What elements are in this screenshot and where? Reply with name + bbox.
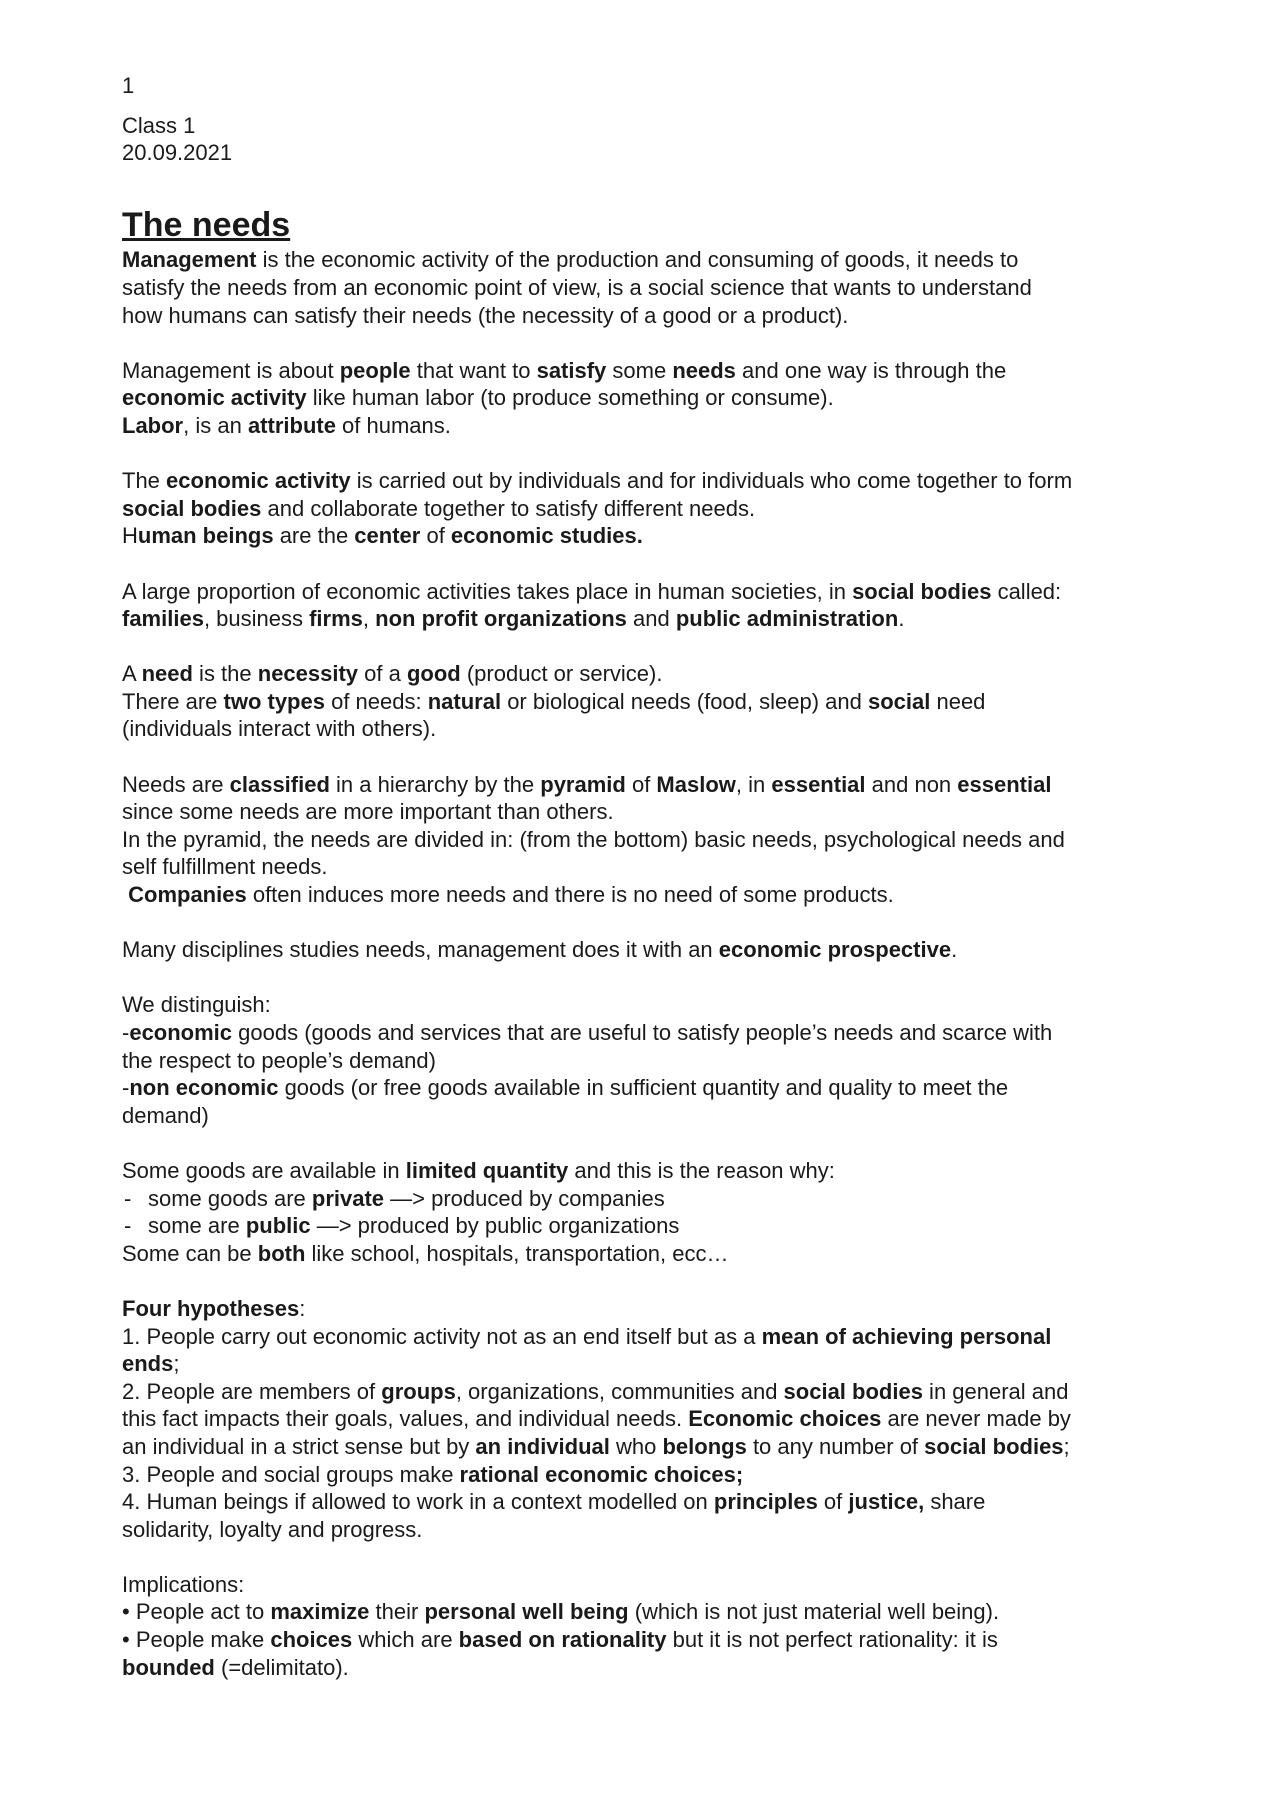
document-page: [122, 72, 1202, 1681]
paragraph-implications: [122, 1571, 1202, 1681]
dash-list-goods: [122, 1185, 1202, 1240]
text-line: [122, 495, 1202, 523]
text-run: In the pyramid, the needs are divided in: (from the bottom) basic needs, psychological needs and: [122, 826, 1065, 852]
paragraph-management-people: [122, 357, 1202, 440]
spacer: [122, 1267, 1202, 1295]
bold-text: principles: [713, 1489, 818, 1515]
text-run: Management is about: [122, 357, 340, 383]
bold-text: firms: [309, 606, 363, 632]
text-run: or biological needs (food, sleep) and: [501, 688, 868, 714]
text-run: are the: [273, 523, 355, 549]
text-run: goods (or free goods available in sufficient quantity and quality to meet the: [278, 1075, 1009, 1101]
spacer: [122, 1129, 1202, 1157]
text-line: [122, 660, 1202, 688]
text-line: [122, 1074, 1202, 1102]
text-run: and this is the reason why:: [568, 1157, 835, 1183]
text-run: is the: [192, 661, 258, 687]
text-run: ;: [173, 1351, 180, 1377]
bold-text: social bodies: [924, 1433, 1064, 1459]
paragraph-goods-distinction: [122, 991, 1202, 1129]
bold-text: Maslow: [656, 771, 736, 797]
text-line: [122, 357, 1202, 385]
list-item: [122, 1185, 1202, 1213]
text-line: [122, 1433, 1202, 1461]
text-run: :: [299, 1295, 306, 1321]
text-line: [122, 715, 1202, 743]
text-run: goods (goods and services that are useful to satisfy people’s needs and scarce with: [232, 1020, 1053, 1045]
paragraph-management-definition: [122, 246, 1202, 329]
text-line: [122, 605, 1202, 633]
text-run: who: [609, 1433, 663, 1459]
spacer: [122, 964, 1202, 992]
bold-text: limited quantity: [405, 1157, 569, 1183]
bold-text: two types: [223, 688, 325, 714]
text-run: of a: [358, 661, 407, 687]
text-run: -: [122, 1020, 130, 1045]
text-run: how humans can satisfy their needs (the necessity of a good or a product).: [122, 302, 849, 328]
class-label: Class 1: [122, 112, 196, 138]
bold-text: non profit organizations: [375, 606, 627, 632]
text-run: of needs:: [324, 688, 428, 714]
bold-text: ends: [122, 1351, 174, 1377]
paragraph-economic-activity: [122, 467, 1202, 550]
text-run: to any number of: [746, 1433, 925, 1459]
bold-text: public administration: [675, 606, 899, 632]
text-run: A large proportion of economic activities takes place in human societies, in: [122, 578, 853, 604]
bold-text: economic prospective: [718, 937, 952, 963]
text-run: A: [122, 661, 142, 687]
paragraph-limited-quantity: [122, 1157, 1202, 1185]
text-run: Some goods are available in: [122, 1157, 406, 1183]
text-run: Needs are: [122, 771, 230, 797]
text-run: and one way is through the: [735, 357, 1007, 383]
paragraph-both-goods: [122, 1240, 1202, 1268]
bold-text: economic: [129, 1020, 233, 1045]
bold-text: bounded: [122, 1654, 215, 1680]
text-run: their: [369, 1599, 425, 1625]
bold-text: both: [257, 1240, 306, 1266]
bold-text: Labor: [122, 412, 184, 438]
text-run: in a hierarchy by the: [329, 771, 541, 797]
text-run: solidarity, loyalty and progress.: [122, 1516, 423, 1542]
text-run: (product or service).: [460, 661, 663, 687]
text-line: [122, 1571, 1202, 1599]
text-line: [122, 467, 1202, 495]
text-run: 2. People are members of: [122, 1378, 382, 1404]
text-run: of humans.: [335, 412, 451, 438]
bold-text: mean of achieving personal: [761, 1323, 1052, 1349]
text-run: 4. Human beings if allowed to work in a context modelled on: [122, 1489, 714, 1515]
text-run: (which is not just material well being).: [628, 1599, 1000, 1625]
text-line: [122, 1157, 1202, 1185]
text-run: demand): [122, 1102, 209, 1128]
bold-text: personal well being: [424, 1599, 629, 1625]
bold-text: families: [122, 606, 204, 632]
text-run: , in: [735, 771, 772, 797]
text-run: like school, hospitals, transportation, ecc…: [305, 1240, 729, 1266]
text-run: are never made by: [881, 1406, 1071, 1432]
text-run: and: [626, 606, 676, 632]
text-run: of: [420, 523, 451, 549]
text-run: ;: [1063, 1433, 1070, 1459]
bold-text: choices: [270, 1627, 353, 1653]
text-line: [122, 302, 1202, 330]
text-run: and collaborate together to satisfy different needs.: [261, 495, 756, 521]
text-run: share: [924, 1489, 986, 1515]
text-line: [122, 1047, 1202, 1075]
text-run: of: [817, 1489, 849, 1515]
text-run: 3. People and social groups make: [122, 1461, 460, 1487]
bold-text: social bodies: [122, 495, 262, 521]
text-line: [122, 1405, 1202, 1433]
text-run: satisfy the needs from an economic point of view, is a social science that wants to understand: [122, 274, 1032, 300]
text-run: since some needs are more important than others.: [122, 799, 614, 825]
spacer: [122, 909, 1202, 937]
text-line: [122, 412, 1202, 440]
text-run: some goods are: [148, 1185, 312, 1211]
bold-text: rational economic choices;: [459, 1461, 744, 1487]
section-heading: The needs: [122, 206, 291, 245]
text-run: some: [606, 357, 673, 383]
text-line: [122, 881, 1202, 909]
paragraph-four-hypotheses: [122, 1295, 1202, 1543]
bold-text: justice,: [848, 1489, 925, 1515]
text-run: (individuals interact with others).: [122, 716, 437, 742]
text-line: [122, 1654, 1202, 1682]
bold-text: center: [354, 523, 421, 549]
date-label: 20.09.2021: [122, 140, 233, 166]
spacer: [122, 100, 1202, 112]
text-line: [122, 1516, 1202, 1544]
text-run: Implications:: [122, 1571, 245, 1597]
bold-text: satisfy: [536, 357, 607, 383]
text-run: need: [930, 688, 986, 714]
bold-text: classified: [229, 771, 330, 797]
text-run: like human labor (to produce something or consume).: [306, 385, 834, 411]
spacer: [122, 550, 1202, 578]
text-run: -: [122, 1075, 130, 1101]
text-line: [122, 522, 1202, 550]
text-run: is the economic activity of the production and consuming of goods, it needs to: [256, 247, 1019, 273]
page-number: 1: [122, 73, 135, 98]
text-run: There are: [122, 688, 224, 714]
text-run: (=delimitato).: [214, 1654, 349, 1680]
spacer: [122, 1543, 1202, 1571]
text-run: , is an: [183, 412, 248, 438]
bold-text: natural: [427, 688, 502, 714]
text-run: in general and: [922, 1378, 1069, 1404]
text-run: Some can be: [122, 1240, 258, 1266]
bold-text: people: [339, 357, 411, 383]
bold-text: need: [141, 661, 193, 687]
text-run: .: [951, 937, 958, 963]
text-run: • People make: [122, 1627, 271, 1653]
paragraph-social-bodies: [122, 578, 1202, 633]
text-run: and non: [865, 771, 958, 797]
text-line: [122, 246, 1202, 274]
text-line: [122, 274, 1202, 302]
text-line: [122, 1461, 1202, 1489]
text-run: the respect to people’s demand): [122, 1047, 436, 1073]
bold-text: maximize: [270, 1599, 370, 1625]
bold-text: essential: [771, 771, 866, 797]
text-run: .: [898, 606, 905, 632]
bold-text: groups: [381, 1378, 456, 1404]
bold-text: non economic: [129, 1075, 279, 1101]
bold-text: necessity: [257, 661, 359, 687]
text-line: [122, 1378, 1202, 1406]
spacer: [122, 440, 1202, 468]
bold-text: private: [311, 1185, 385, 1211]
text-line: [122, 1295, 1202, 1323]
bold-text: good: [406, 661, 461, 687]
text-line: [122, 1598, 1202, 1626]
text-run: Many disciplines studies needs, management does it with an: [122, 937, 719, 963]
spacer: [122, 743, 1202, 771]
text-run: often induces more needs and there is no need of some products.: [246, 882, 894, 908]
text-run: • People act to: [122, 1599, 271, 1625]
text-run: H: [122, 523, 138, 549]
spacer: [122, 167, 1202, 195]
text-run: self fulfillment needs.: [122, 854, 328, 880]
text-run: —> produced by public organizations: [310, 1213, 680, 1239]
text-run: but it is not perfect rationality: it is: [666, 1627, 998, 1653]
bold-text: economic studies.: [450, 523, 643, 549]
bold-text: attribute: [247, 412, 336, 438]
dash-bullet: -: [124, 1185, 132, 1211]
bold-text: essential: [957, 771, 1052, 797]
text-run: called:: [991, 578, 1062, 604]
text-line: [122, 578, 1202, 606]
bold-text: Four hypotheses: [122, 1295, 300, 1321]
bold-text: Companies: [128, 882, 247, 908]
text-line: [122, 1488, 1202, 1516]
text-run: The: [122, 468, 167, 494]
text-run: is carried out by individuals and for individuals who come together to form: [350, 468, 1073, 494]
bold-text: public: [245, 1213, 311, 1239]
text-run: , business: [203, 606, 310, 632]
text-run: ,: [362, 606, 376, 632]
text-line: [122, 1102, 1202, 1130]
text-line: [122, 1323, 1202, 1351]
text-line: [122, 1019, 1202, 1047]
text-run: , organizations, communities and: [455, 1378, 784, 1404]
list-item: [122, 1212, 1202, 1240]
bold-text: social bodies: [783, 1378, 923, 1404]
text-run: which are: [352, 1627, 459, 1653]
text-line: [122, 936, 1202, 964]
text-run: that want to: [410, 357, 537, 383]
spacer: [122, 633, 1202, 661]
dash-bullet: -: [124, 1213, 132, 1239]
bold-text: economic activity: [166, 468, 351, 494]
bold-text: belongs: [662, 1433, 747, 1459]
text-run: an individual in a strict sense but by: [122, 1433, 476, 1459]
spacer: [122, 329, 1202, 357]
bold-text: an individual: [475, 1433, 610, 1459]
text-run: this fact impacts their goals, values, and individual needs.: [122, 1406, 689, 1432]
text-line: [122, 688, 1202, 716]
bold-text: economic activity: [122, 385, 307, 411]
bold-text: Management: [122, 247, 257, 273]
paragraph-need-definition: [122, 660, 1202, 743]
text-line: [122, 1626, 1202, 1654]
text-line: [122, 826, 1202, 854]
text-line: [122, 384, 1202, 412]
text-run: some are: [148, 1213, 246, 1239]
bold-text: based on rationality: [458, 1627, 667, 1653]
text-line: [122, 1350, 1202, 1378]
bold-text: Economic choices: [688, 1406, 882, 1432]
text-run: 1. People carry out economic activity not as an end itself but as a: [122, 1323, 762, 1349]
text-run: —> produced by companies: [384, 1185, 665, 1211]
text-line: [122, 853, 1202, 881]
text-line: [122, 1240, 1202, 1268]
bold-text: uman beings: [137, 523, 274, 549]
bold-text: pyramid: [540, 771, 626, 797]
text-run: We distinguish:: [122, 992, 271, 1018]
text-line: [122, 991, 1202, 1019]
text-line: [122, 771, 1202, 799]
paragraph-disciplines: [122, 936, 1202, 964]
text-line: [122, 798, 1202, 826]
bold-text: social: [867, 688, 931, 714]
paragraph-maslow-pyramid: [122, 771, 1202, 909]
text-run: of: [625, 771, 657, 797]
bold-text: needs: [672, 357, 736, 383]
bold-text: social bodies: [852, 578, 992, 604]
